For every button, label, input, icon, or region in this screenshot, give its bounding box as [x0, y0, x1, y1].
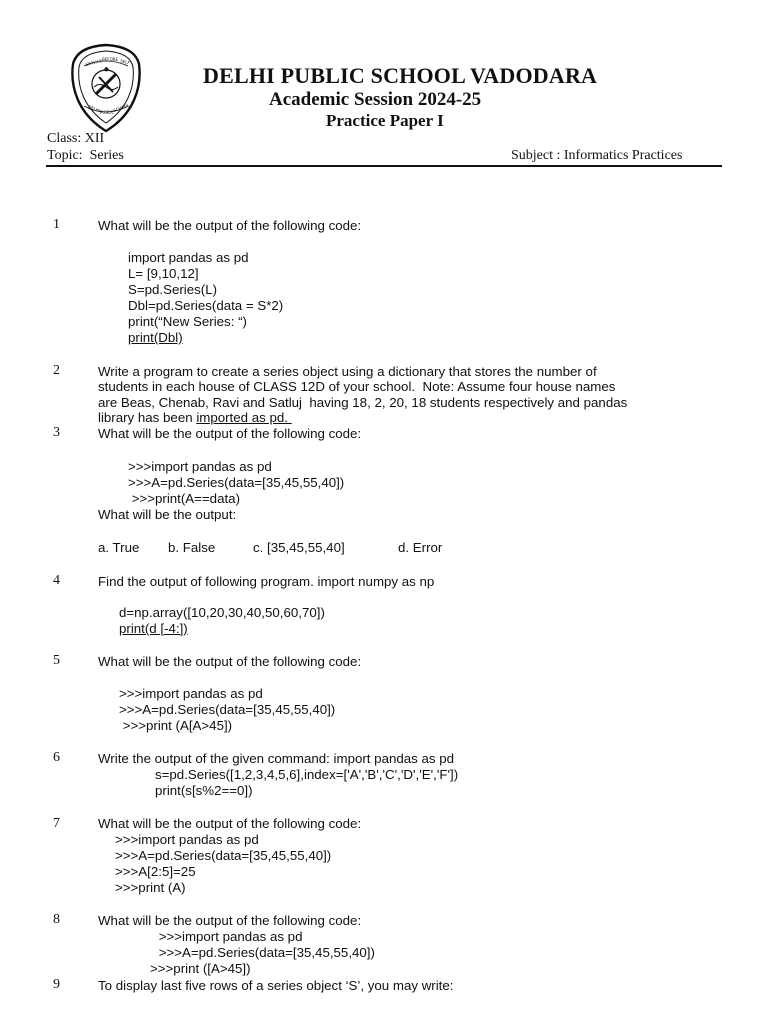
question-2-text: are Beas, Chenab, Ravi and Satluj having 18, 2, 20, 18 students respectively and pandas — [98, 395, 628, 410]
question-2-text: library has been — [98, 410, 197, 425]
code-line: >>>print (A) — [115, 880, 186, 895]
option-a: a. True — [98, 540, 140, 555]
logo-motto-2: BEFORE — [102, 57, 119, 62]
question-9-prompt: To display last five rows of a series object ‘S’, you may write: — [98, 978, 454, 993]
question-5-prompt: What will be the output of the following code: — [98, 654, 362, 669]
code-line: >>>print (A[A>45]) — [119, 718, 233, 733]
code-line: >>>A=pd.Series(data=[35,45,55,40]) — [128, 475, 345, 490]
question-number-3: 3 — [53, 425, 60, 440]
question-2-text-underlined: imported as pd. — [196, 410, 292, 425]
code-line: >>>import pandas as pd — [119, 686, 263, 701]
question-number-8: 8 — [53, 912, 60, 927]
question-3-prompt: What will be the output of the following code: — [98, 426, 362, 441]
option-d: d. Error — [398, 540, 443, 555]
code-line: >>>A[2:5]=25 — [115, 864, 196, 879]
topic-label: Topic: Series — [47, 148, 124, 163]
code-line: >>>import pandas as pd — [155, 929, 303, 944]
header-divider — [46, 165, 722, 167]
code-line: print(s[s%2==0]) — [155, 783, 253, 798]
code-line: >>>A=pd.Series(data=[35,45,55,40]) — [115, 848, 332, 863]
question-8-prompt: What will be the output of the following code: — [98, 913, 362, 928]
code-line: >>>print(A==data) — [128, 491, 240, 506]
option-b: b. False — [168, 540, 216, 555]
logo-name-1: DELHI — [87, 104, 101, 114]
question-2-text-last — [98, 410, 292, 425]
question-number-1: 1 — [53, 217, 60, 232]
code-line: >>>A=pd.Series(data=[35,45,55,40]) — [119, 702, 336, 717]
code-line: print(“New Series: “) — [128, 314, 247, 329]
code-line: s=pd.Series([1,2,3,4,5,6],index=['A','B','C','D','E','F']) — [155, 767, 459, 782]
question-number-2: 2 — [53, 363, 60, 378]
code-line: L= [9,10,12] — [128, 266, 199, 281]
question-number-7: 7 — [53, 816, 60, 831]
question-1-prompt: What will be the output of the following code: — [98, 218, 362, 233]
code-line: print(Dbl) — [128, 330, 183, 345]
code-line: >>>A=pd.Series(data=[35,45,55,40]) — [155, 945, 375, 960]
code-line: S=pd.Series(L) — [128, 282, 218, 297]
question-4-prompt: Find the output of following program. import numpy as np — [98, 574, 435, 589]
question-2-text: Write a program to create a series object using a dictionary that stores the number of — [98, 364, 597, 379]
school-name: DELHI PUBLIC SCHOOL VADODARA — [203, 63, 598, 88]
code-line: >>>import pandas as pd — [128, 459, 272, 474]
class-label: Class: XII — [47, 131, 105, 146]
code-line: >>>import pandas as pd — [115, 832, 259, 847]
code-line: Dbl=pd.Series(data = S*2) — [128, 298, 284, 313]
question-2-text: students in each house of CLASS 12D of your school. Note: Assume four house names — [98, 379, 616, 394]
subject-label: Subject : Informatics Practices — [511, 148, 683, 163]
question-7-prompt: What will be the output of the following code: — [98, 816, 362, 831]
question-number-4: 4 — [53, 573, 60, 588]
paper-title: Practice Paper I — [326, 111, 444, 130]
logo-motto-3: SELF — [119, 58, 131, 66]
code-line: print(d [-4:]) — [119, 621, 188, 636]
logo-name-3: SCHOOL — [112, 102, 131, 113]
question-number-5: 5 — [53, 653, 60, 668]
code-line: d=np.array([10,20,30,40,50,60,70]) — [119, 605, 325, 620]
question-3-subprompt: What will be the output: — [98, 507, 237, 522]
logo-name-2: PUBLIC — [100, 110, 115, 115]
logo-motto-1: SERVICE — [85, 58, 103, 67]
code-line: >>>print ([A>45]) — [150, 961, 251, 976]
academic-session: Academic Session 2024-25 — [269, 89, 482, 110]
question-number-9: 9 — [53, 977, 60, 992]
school-logo — [68, 42, 144, 134]
question-6-prompt: Write the output of the given command: import pandas as pd — [98, 751, 455, 766]
code-line: import pandas as pd — [128, 250, 249, 265]
question-number-6: 6 — [53, 750, 60, 765]
option-c: c. [35,45,55,40] — [253, 540, 345, 555]
